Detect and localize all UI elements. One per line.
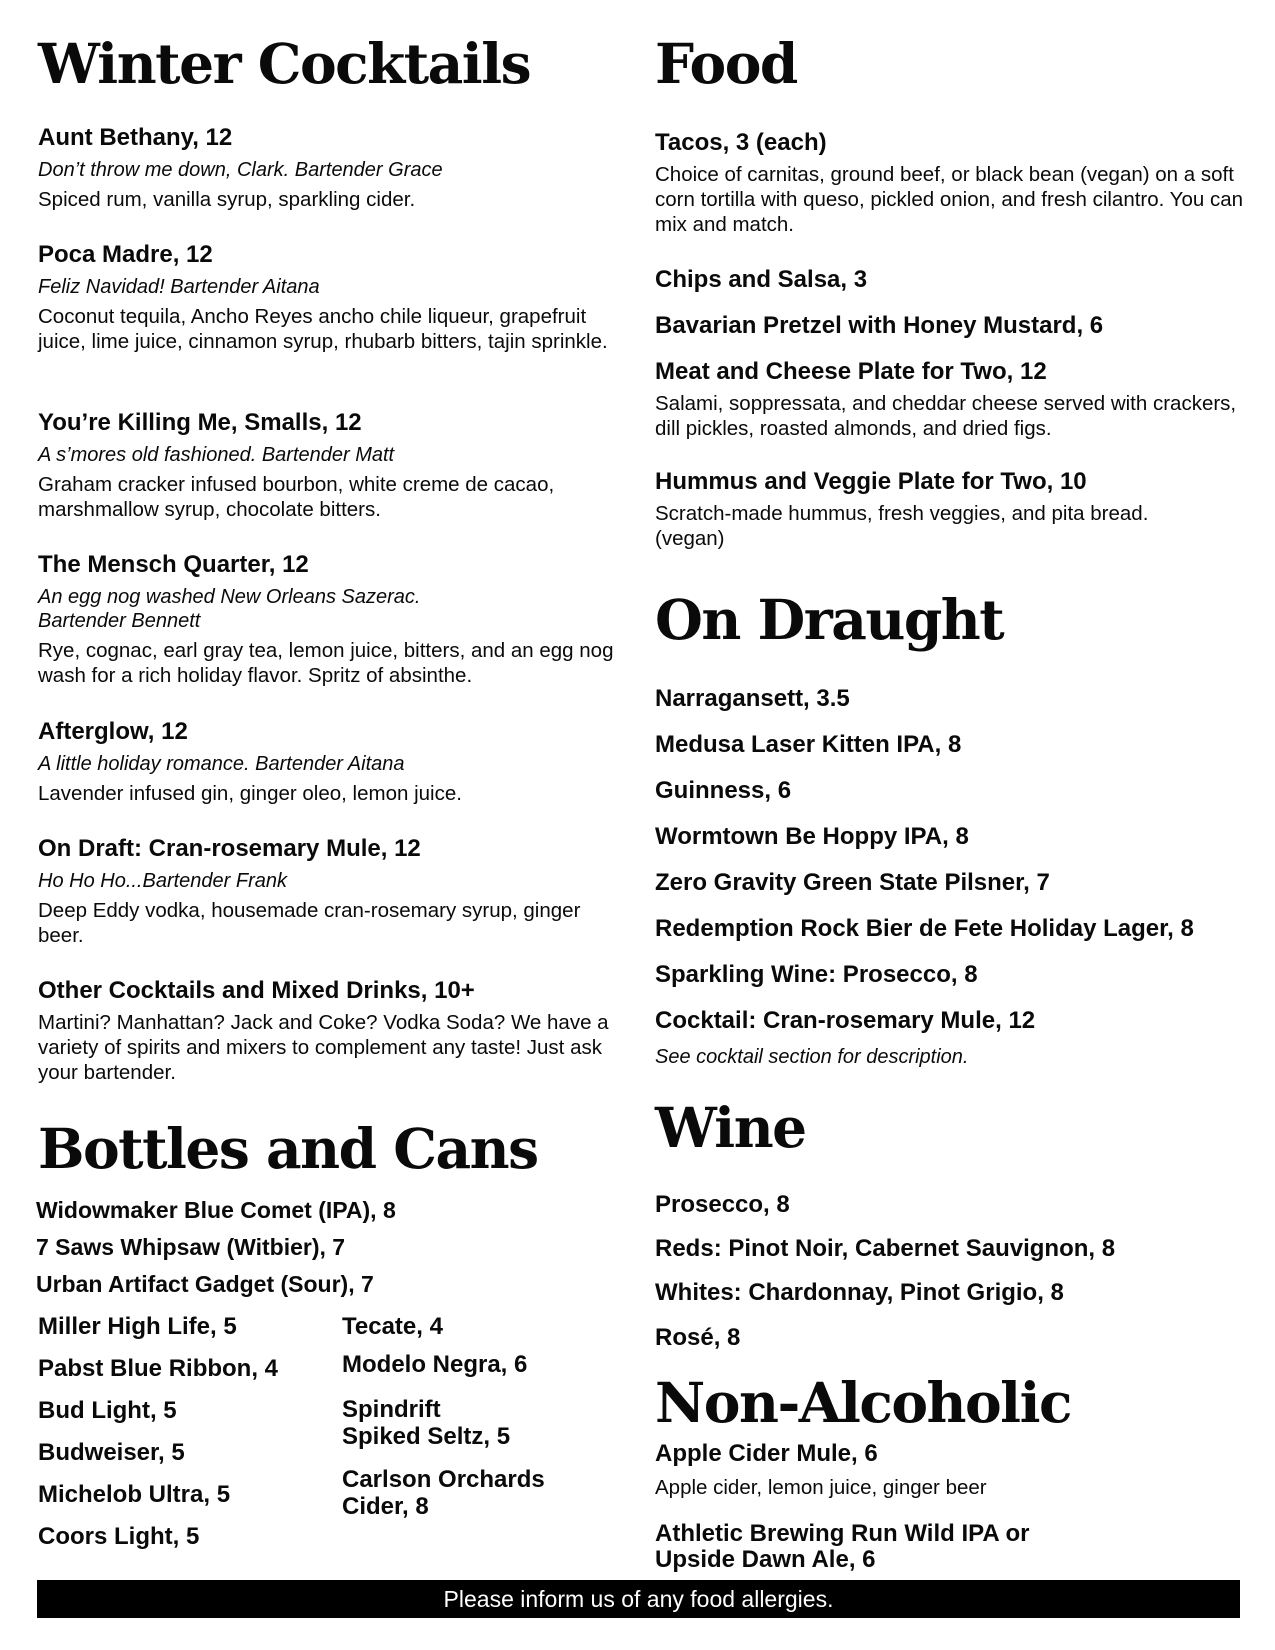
wine-item: Whites: Chardonnay, Pinot Grigio, 8 — [655, 1279, 1064, 1306]
food-name: Tacos, 3 (each) — [655, 129, 827, 156]
wine-item: Prosecco, 8 — [655, 1191, 790, 1218]
cocktail-description: Rye, cognac, earl gray tea, lemon juice, bitters, and an egg nog wash for a rich holiday flavor. Spritz of absinthe. — [38, 639, 614, 687]
cocktail-item — [38, 835, 628, 948]
draught-note: See cocktail section for description. — [655, 1046, 969, 1068]
cocktail-item — [38, 977, 628, 1085]
cocktail-name: Afterglow, 12 — [38, 718, 188, 745]
cocktail-description: Coconut tequila, Ancho Reyes ancho chile liqueur, grapefruit juice, lime juice, cinnamon syrup, rhubarb bitters, tajin sprinkle. — [38, 305, 608, 353]
bottle-item: Tecate, 4 — [342, 1313, 443, 1340]
featured-bottle: Widowmaker Blue Comet (IPA), 8 — [36, 1197, 396, 1223]
cocktail-tagline: A little holiday romance. Bartender Aitana — [38, 753, 405, 775]
featured-bottle: Urban Artifact Gadget (Sour), 7 — [36, 1271, 374, 1297]
cocktail-description: Graham cracker infused bourbon, white creme de cacao, marshmallow syrup, chocolate bitters. — [38, 473, 555, 521]
cocktail-description: Deep Eddy vodka, housemade cran-rosemary syrup, ginger beer. — [38, 899, 581, 947]
cocktail-name: You’re Killing Me, Smalls, 12 — [38, 409, 362, 436]
draught-item: Guinness, 6 — [655, 777, 792, 804]
cocktail-tagline: An egg nog washed New Orleans Sazerac. Bartender Bennett — [38, 586, 421, 632]
food-item — [655, 129, 1245, 237]
non-alcoholic-description: Apple cider, lemon juice, ginger beer — [655, 1476, 987, 1499]
bottles-and-cans-heading: Bottles and Cans — [38, 1116, 538, 1181]
food-item — [655, 358, 1245, 441]
draught-item: Narragansett, 3.5 — [655, 685, 850, 712]
winter-cocktails-heading: Winter Cocktails — [38, 31, 531, 96]
food-description: Choice of carnitas, ground beef, or black bean (vegan) on a soft corn tortilla with queso, pickled onion, and fresh cilantro. You can mix and match. — [655, 163, 1244, 236]
food-description: Salami, soppressata, and cheddar cheese served with crackers, dill pickles, roasted almonds, and dried figs. — [655, 392, 1237, 440]
cocktail-item — [38, 409, 628, 522]
bottle-item: Spindrift Spiked Seltz, 5 — [342, 1396, 511, 1450]
non-alcoholic-name: Apple Cider Mule, 6 — [655, 1440, 878, 1467]
draught-item: Medusa Laser Kitten IPA, 8 — [655, 731, 962, 758]
cocktail-item — [38, 124, 628, 212]
cocktail-tagline: Feliz Navidad! Bartender Aitana — [38, 276, 320, 298]
on-draught-heading: On Draught — [655, 587, 1004, 652]
non-alcoholic-item — [655, 1521, 1075, 1573]
bottle-item: Carlson Orchards Cider, 8 — [342, 1466, 545, 1520]
draught-item: Sparkling Wine: Prosecco, 8 — [655, 961, 978, 988]
cocktail-description: Spiced rum, vanilla syrup, sparkling cider. — [38, 188, 416, 211]
cocktail-name: The Mensch Quarter, 12 — [38, 551, 309, 578]
wine-item: Rosé, 8 — [655, 1324, 741, 1351]
wine-item: Reds: Pinot Noir, Cabernet Sauvignon, 8 — [655, 1235, 1116, 1262]
bottle-item: Coors Light, 5 — [38, 1523, 200, 1550]
cocktail-name: Other Cocktails and Mixed Drinks, 10+ — [38, 977, 475, 1004]
draught-item: Cocktail: Cran-rosemary Mule, 12 — [655, 1007, 1036, 1034]
food-description: Scratch-made hummus, fresh veggies, and pita bread. (vegan) — [655, 502, 1149, 550]
cocktail-tagline: Don’t throw me down, Clark. Bartender Grace — [38, 159, 443, 181]
cocktail-item — [38, 551, 628, 688]
non-alcoholic-name: Athletic Brewing Run Wild IPA or Upside Dawn Ale, 6 — [655, 1520, 1030, 1573]
food-heading: Food — [655, 31, 797, 96]
food-item — [655, 312, 1245, 340]
bottle-item: Budweiser, 5 — [38, 1439, 185, 1466]
bottle-item: Modelo Negra, 6 — [342, 1351, 528, 1378]
cocktail-item — [38, 718, 628, 806]
draught-item: Zero Gravity Green State Pilsner, 7 — [655, 869, 1050, 896]
food-name: Bavarian Pretzel with Honey Mustard, 6 — [655, 312, 1104, 339]
allergy-footer-banner: Please inform us of any food allergies. — [37, 1580, 1240, 1618]
featured-bottle: 7 Saws Whipsaw (Witbier), 7 — [36, 1234, 346, 1260]
cocktail-description: Martini? Manhattan? Jack and Coke? Vodka Soda? We have a variety of spirits and mixers to complement any taste! Just ask your bartender. — [38, 1011, 609, 1084]
draught-item: Wormtown Be Hoppy IPA, 8 — [655, 823, 969, 850]
non-alcoholic-item — [655, 1440, 1245, 1500]
food-item — [655, 266, 1245, 294]
cocktail-item — [38, 241, 628, 354]
cocktail-tagline: A s’mores old fashioned. Bartender Matt — [38, 444, 395, 466]
cocktail-description: Lavender infused gin, ginger oleo, lemon juice. — [38, 782, 462, 805]
bottle-item: Michelob Ultra, 5 — [38, 1481, 231, 1508]
draught-item: Redemption Rock Bier de Fete Holiday Lager, 8 — [655, 915, 1194, 942]
cocktail-name: On Draft: Cran-rosemary Mule, 12 — [38, 835, 421, 862]
cocktail-tagline: Ho Ho Ho...Bartender Frank — [38, 870, 287, 892]
wine-heading: Wine — [655, 1095, 806, 1160]
cocktail-name: Poca Madre, 12 — [38, 241, 213, 268]
bottle-item: Bud Light, 5 — [38, 1397, 177, 1424]
non-alcoholic-heading: Non-Alcoholic — [655, 1370, 1071, 1435]
bottle-item: Pabst Blue Ribbon, 4 — [38, 1355, 279, 1382]
cocktail-name: Aunt Bethany, 12 — [38, 124, 233, 151]
bottle-item: Miller High Life, 5 — [38, 1313, 237, 1340]
food-name: Hummus and Veggie Plate for Two, 10 — [655, 468, 1087, 495]
food-name: Chips and Salsa, 3 — [655, 266, 868, 293]
food-item — [655, 468, 1245, 551]
food-name: Meat and Cheese Plate for Two, 12 — [655, 358, 1047, 385]
